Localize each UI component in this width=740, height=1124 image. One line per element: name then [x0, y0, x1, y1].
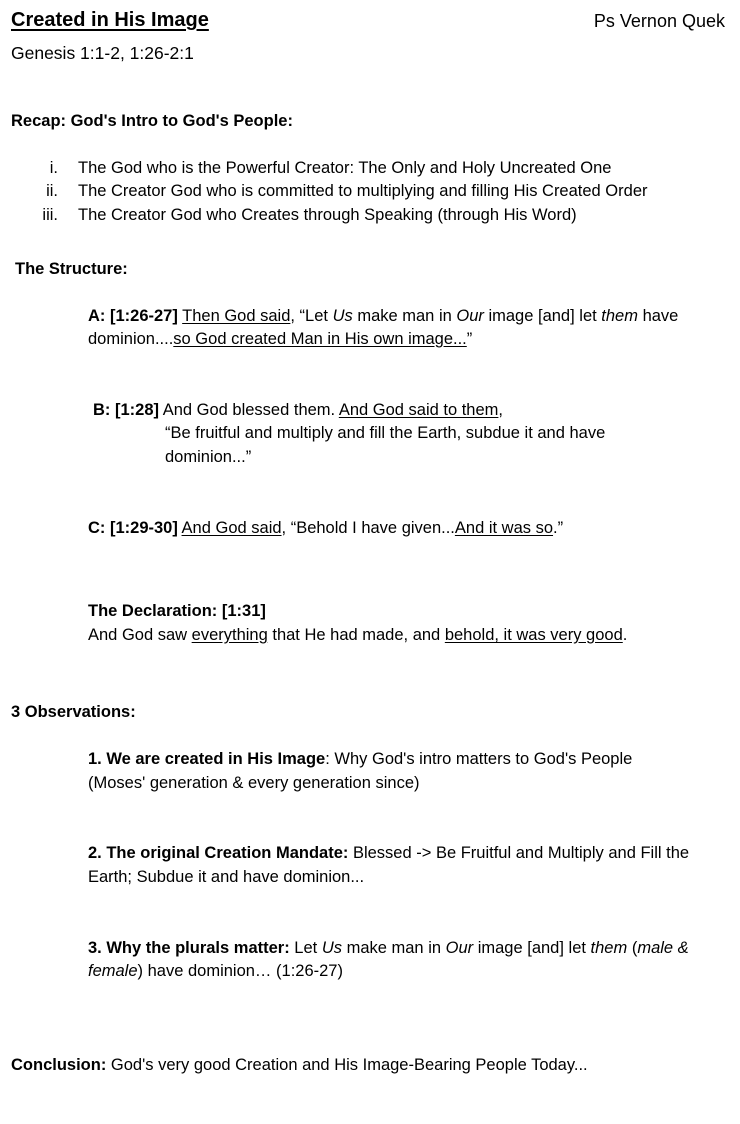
underlined-text: Then God said [182, 307, 291, 325]
text-span: , “Behold I have given... [281, 519, 455, 537]
text-span: And God blessed them. [159, 401, 339, 419]
text-span: . [622, 626, 628, 644]
observation-2-label: 2. The original Creation Mandate: [88, 844, 349, 862]
observation-1-line-2: (Moses' generation & every generation since) [88, 774, 420, 792]
list-item-number: ii. [46, 182, 58, 200]
page-title: Created in His Image [11, 9, 209, 31]
italic-text: Our [456, 307, 484, 325]
recap-heading: Recap: God's Intro to God's People: [11, 112, 293, 130]
underlined-text: so God created Man in His own image... [173, 330, 467, 348]
structure-a-line-2 [88, 328, 472, 350]
structure-c-label: C: [1:29-30] [88, 519, 178, 537]
observation-2-line-2: Earth; Subdue it and have dominion... [88, 868, 365, 886]
observation-3-line-2 [88, 960, 343, 982]
text-span: make man in [352, 307, 457, 325]
text-span: image [and] let [473, 939, 591, 957]
text-span: dominion.... [88, 330, 174, 348]
italic-text: female [88, 962, 138, 980]
structure-a-line-1 [88, 305, 678, 327]
list-item-number: iii. [42, 206, 58, 224]
conclusion [11, 1054, 588, 1076]
scripture-reference: Genesis 1:1-2, 1:26-2:1 [11, 43, 194, 63]
text-span: make man in [342, 939, 446, 957]
list-item-text: The God who is the Powerful Creator: The Only and Holy Uncreated One [78, 159, 612, 177]
declaration-label: The Declaration: [1:31] [88, 602, 266, 620]
list-item-text: The Creator God who Creates through Speaking (through His Word) [78, 206, 577, 224]
italic-text: them [590, 939, 628, 957]
underlined-text: And God said to them [338, 401, 499, 419]
text-span: ( [627, 939, 638, 957]
structure-c-line-1 [88, 517, 563, 539]
declaration-text [88, 624, 627, 646]
italic-text: male & [637, 939, 689, 957]
observation-1-line-1 [88, 748, 632, 770]
text-span: ” [466, 330, 473, 348]
list-item-text: The Creator God who is committed to multiplying and filling His Created Order [78, 182, 648, 200]
text-span: , [498, 401, 504, 419]
text-span: ) have dominion… (1:26-27) [137, 962, 343, 980]
conclusion-text: God's very good Creation and His Image-Bearing People Today... [106, 1056, 588, 1074]
underlined-text: everything [191, 626, 268, 644]
text-span: , “Let [290, 307, 333, 325]
observation-3-label: 3. Why the plurals matter: [88, 939, 290, 957]
author-name: Ps Vernon Quek [593, 11, 725, 31]
underlined-text: And God said [181, 519, 282, 537]
text-span: that He had made, and [267, 626, 445, 644]
list-item-number: i. [49, 159, 58, 177]
italic-text: them [601, 307, 638, 325]
observation-3-line-1 [88, 937, 689, 959]
text-span: have [637, 307, 679, 325]
conclusion-label: Conclusion: [11, 1056, 107, 1074]
structure-b-label: B: [1:28] [93, 401, 160, 419]
italic-text: Us [321, 939, 342, 957]
italic-text: Us [332, 307, 353, 325]
text-span: And God saw [88, 626, 192, 644]
text-span: .” [553, 519, 564, 537]
text-span: Let [289, 939, 322, 957]
text-span: image [and] let [483, 307, 602, 325]
text-span: : Why God's intro matters to God's People [325, 750, 633, 768]
observations-heading: 3 Observations: [11, 703, 136, 721]
structure-b-line-3: dominion...” [165, 448, 252, 466]
underlined-text: behold, it was very good [444, 626, 623, 644]
structure-heading: The Structure: [15, 260, 128, 278]
structure-b-line-1 [93, 399, 503, 421]
structure-b-line-2: “Be fruitful and multiply and fill the Earth, subdue it and have [165, 424, 606, 442]
observation-2-line-1 [88, 842, 689, 864]
text-span: Blessed -> Be Fruitful and Multiply and Fill the [348, 844, 690, 862]
underlined-text: And it was so [454, 519, 554, 537]
italic-text: Our [445, 939, 474, 957]
observation-1-label: 1. We are created in His Image [88, 750, 326, 768]
structure-a-label: A: [1:26-27] [88, 307, 178, 325]
